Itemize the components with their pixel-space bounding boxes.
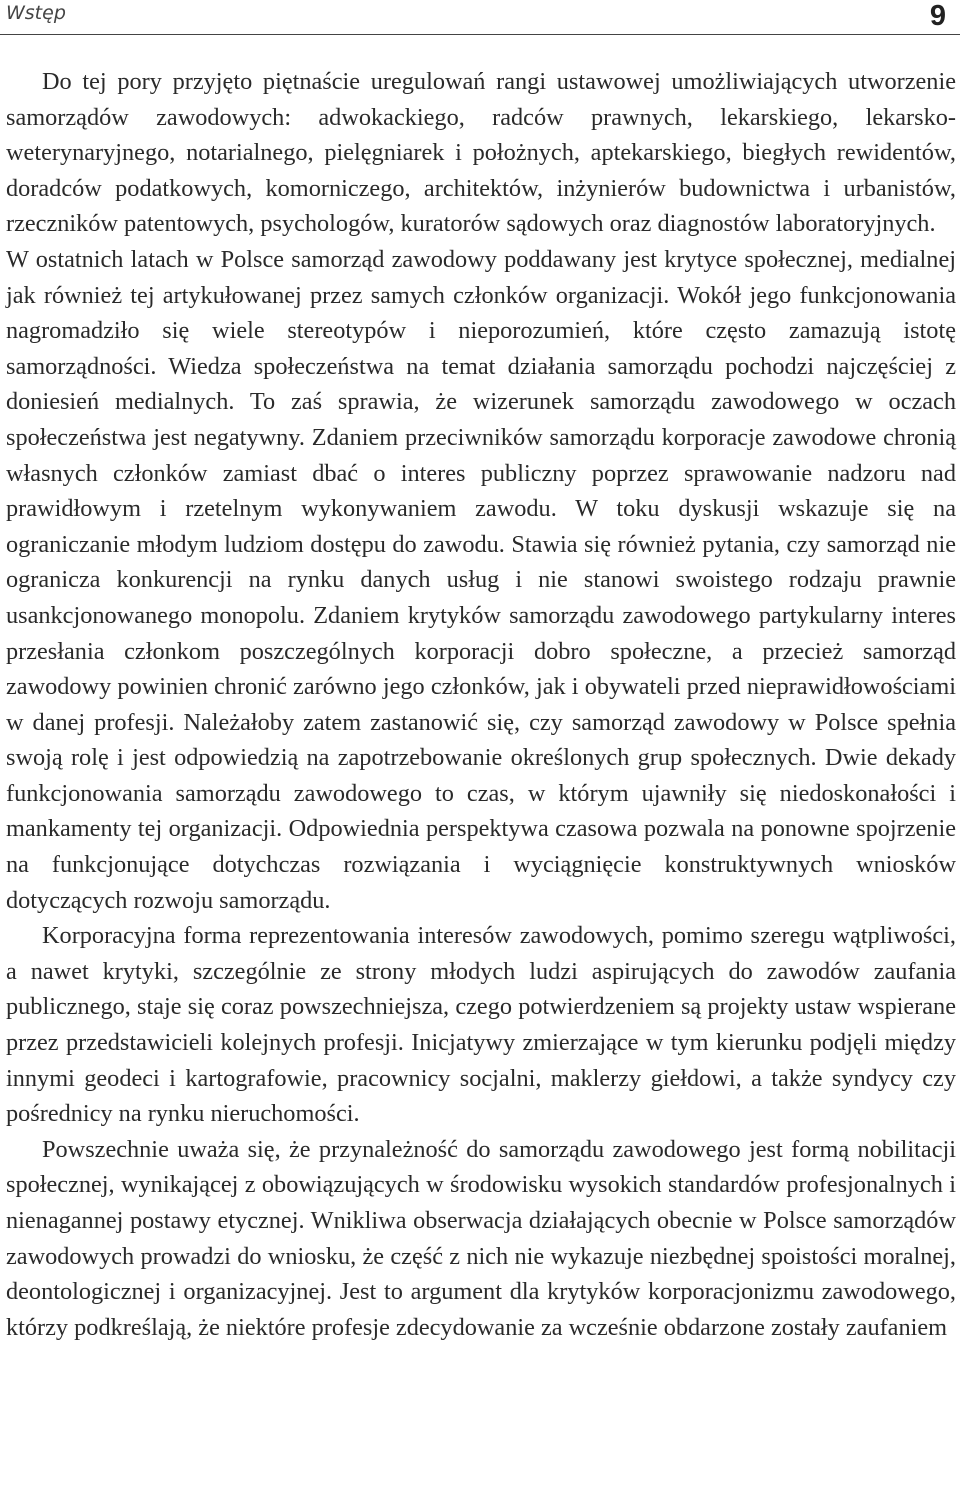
page-number: 9 bbox=[929, 0, 946, 32]
paragraph: Korporacyjna forma reprezentowania interesów zawodowych, pomimo szeregu wątpliwości, a nawet krytyki, szczególnie ze strony młodych ludzi aspirujących do zawodów zaufania publicznego, staje się coraz powszechniejsza, czego potwierdzeniem są projekty ustaw wspierane przez przedstawicieli kolejnych profesji. Inicjatywy zmierzające w tym kierunku podjęli między innymi geodeci i kartografowie, pracownicy socjalni, maklerzy giełdowi, a także syndycy czy pośrednicy na rynku nieruchomości. bbox=[6, 922, 956, 1128]
paragraph: W ostatnich latach w Polsce samorząd zawodowy poddawany jest krytyce społecznej, medialnej jak również tej artykułowanej przez samych członków organizacji. Wokół jego funkcjonowania nagromadziło się wiele stereotypów i nieporozumień, które często zamazują istotę samorządności. Wiedza społeczeństwa na temat działania samorządu pochodzi najczęściej z doniesień medialnych. To zaś sprawia, że wizerunek samorządu zawodowego w oczach społeczeństwa jest negatywny. Zdaniem przeciwników samorządu korporacje zawodowe chronią własnych członków zamiast dbać o interes publiczny poprzez sprawowanie nadzoru nad prawidłowym i rzetelnym wykonywaniem zawodu. W toku dyskusji wskazuje się na ograniczanie młodym ludziom dostępu do zawodu. Stawia się również pytania, czy samorząd nie ogranicza konkurencji na rynku danych usług i nie stanowi swoistego rodzaju prawnie usankcjonowanego monopolu. Zdaniem krytyków samorządu zawodowego partykularny interes przesłania członkom poszczególnych korporacji dobro społeczne, a przecież samorząd zawodowy powinien chronić zarówno jego członków, jak i obywateli przed nieprawidłowościami w danej profesji. Należałoby zatem zastanowić się, czy samorząd zawodowy w Polsce spełnia swoją rolę i jest odpowiedzią na zapotrzebowanie określonych grup społecznych. Dwie dekady funkcjonowania samorządu zawodowego to czas, w którym ujawniły się niedoskonałości i mankamenty tej organizacji. Odpowiednia perspektywa czasowa pozwala na ponowne spojrzenie na funkcjonujące dotychczas rozwiązania i wyciągnięcie konstruktywnych wniosków dotyczących rozwoju samorządu. bbox=[6, 245, 956, 914]
running-title: Wstęp bbox=[6, 2, 66, 24]
header-rule bbox=[0, 34, 960, 35]
paragraph: Do tej pory przyjęto piętnaście uregulowań rangi ustawowej umożliwiających utworzenie samorządów zawodowych: adwokackiego, radców prawnych, lekarskiego, lekarsko-weterynaryjnego, notarialnego, pielęgniarek i położnych, aptekarskiego, biegłych rewidentów, doradców podatkowych, komorniczego, architektów, inżynierów budownictwa i urbanistów, rzeczników patentowych, psychologów, kuratorów sądowych oraz diagnostów laboratoryjnych. bbox=[6, 68, 956, 238]
page-header bbox=[0, 0, 960, 38]
paragraph: Powszechnie uważa się, że przynależność do samorządu zawodowego jest formą nobilitacji społecznej, wynikającej z obowiązujących w środowisku wysokich standardów profesjonalnych i nienagannej postawy etycznej. Wnikliwa obserwacja działających obecnie w Polsce samorządów zawodowych prowadzi do wniosku, że część z nich nie wykazuje niezbędnej spoistości moralnej, deontologicznej i organizacyjnej. Jest to argument dla krytyków korporacjonizmu zawodowego, którzy podkreślają, że niektóre profesje zdecydowanie za wcześnie obdarzone zostały zaufaniem bbox=[6, 1135, 956, 1341]
body-text bbox=[6, 64, 956, 1345]
